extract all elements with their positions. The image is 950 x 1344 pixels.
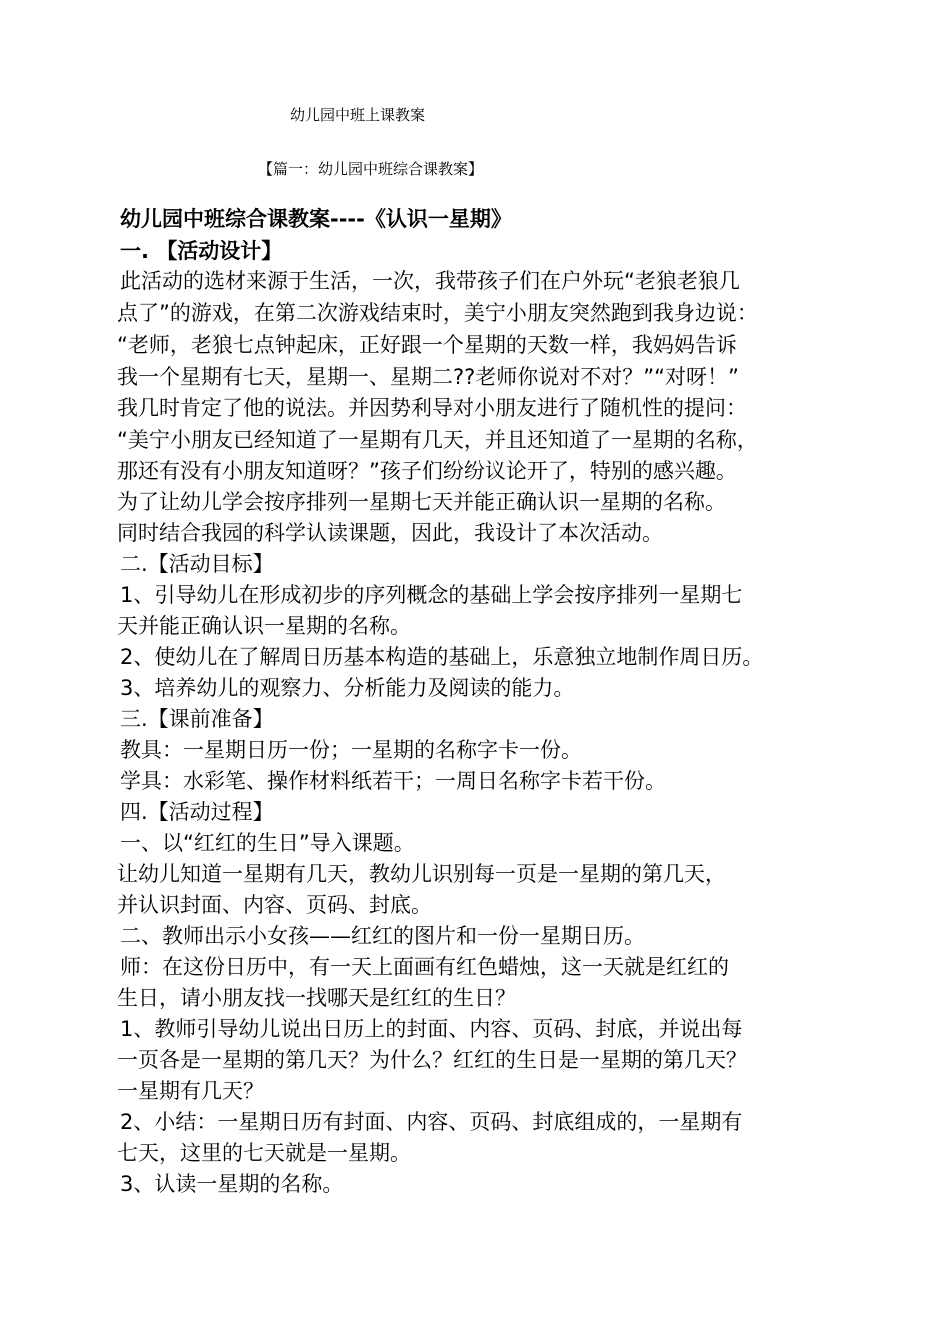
paragraph-line: 并认识封面、内容、页码、封底。 — [117, 893, 432, 917]
section-heading-design: 一. 【活动设计】 — [120, 239, 283, 263]
paragraph-line: 一星期有几天？ — [117, 1079, 264, 1103]
paragraph-line: 那还有没有小朋友知道呀？”孩子们纷纷议论开了，特别的感兴趣。 — [117, 459, 737, 483]
goal-item-continued: 天并能正确认识一星期的名称。 — [117, 614, 411, 638]
paragraph-line: 我一个星期有七天，星期一、星期二??老师你说对不对？”“对呀！” — [117, 365, 739, 389]
paragraph-line: “老师，老狼七点钟起床，正好跟一个星期的天数一样，我妈妈告诉 — [117, 333, 737, 357]
paragraph-line: 此活动的选材来源于生活，一次，我带孩子们在户外玩“老狼老狼几 — [120, 269, 740, 293]
process-step: 二、教师出示小女孩——红红的图片和一份一星期日历。 — [120, 924, 645, 948]
goal-item: 2、使幼儿在了解周日历基本构造的基础上，乐意独立地制作周日历。 — [120, 645, 764, 669]
preparation-item: 学具：水彩笔、操作材料纸若干；一周日名称字卡若干份。 — [120, 769, 666, 793]
process-substep: 3、认读一星期的名称。 — [120, 1172, 344, 1196]
paragraph-line: 一页各是一星期的第几天？为什么？红红的生日是一星期的第几天？ — [117, 1048, 747, 1072]
paragraph-line: 生日，请小朋友找一找哪天是红红的生日？ — [117, 986, 516, 1010]
section-heading-goals: 二.【活动目标】 — [120, 552, 274, 576]
process-substep: 1、教师引导幼儿说出日历上的封面、内容、页码、封底，并说出每 — [120, 1017, 743, 1041]
paragraph-line: 七天，这里的七天就是一星期。 — [117, 1141, 411, 1165]
section-heading-preparation: 三.【课前准备】 — [120, 707, 274, 731]
document-subheader: 【篇一：幼儿园中班综合课教案】 — [258, 160, 484, 178]
paragraph-line: 点了”的游戏，在第二次游戏结束时，美宁小朋友突然跑到我身边说： — [117, 301, 758, 325]
paragraph-line: 为了让幼儿学会按序排列一星期七天并能正确认识一星期的名称。 — [117, 490, 726, 514]
paragraph-line: 我几时肯定了他的说法。并因势利导对小朋友进行了随机性的提问： — [117, 396, 747, 420]
paragraph-line: “美宁小朋友已经知道了一星期有几天，并且还知道了一星期的名称， — [117, 428, 758, 452]
paragraph-line: 同时结合我园的科学认读课题，因此，我设计了本次活动。 — [117, 521, 663, 545]
paragraph-line: 让幼儿知道一星期有几天，教幼儿识别每一页是一星期的第几天， — [117, 862, 726, 886]
goal-item: 3、培养幼儿的观察力、分析能力及阅读的能力。 — [120, 676, 575, 700]
preparation-item: 教具：一星期日历一份；一星期的名称字卡一份。 — [120, 738, 582, 762]
process-step: 一、以“红红的生日”导入课题。 — [120, 831, 415, 855]
process-substep: 2、小结：一星期日历有封面、内容、页码、封底组成的，一星期有 — [120, 1110, 743, 1134]
lesson-title: 幼儿园中班综合课教案----《认识一星期》 — [120, 207, 512, 231]
document-header: 幼儿园中班上课教案 — [290, 106, 426, 124]
goal-item: 1、引导幼儿在形成初步的序列概念的基础上学会按序排列一星期七 — [120, 583, 743, 607]
paragraph-line: 师：在这份日历中，有一天上面画有红色蜡烛，这一天就是红红的 — [120, 955, 729, 979]
section-heading-process: 四.【活动过程】 — [120, 800, 274, 824]
